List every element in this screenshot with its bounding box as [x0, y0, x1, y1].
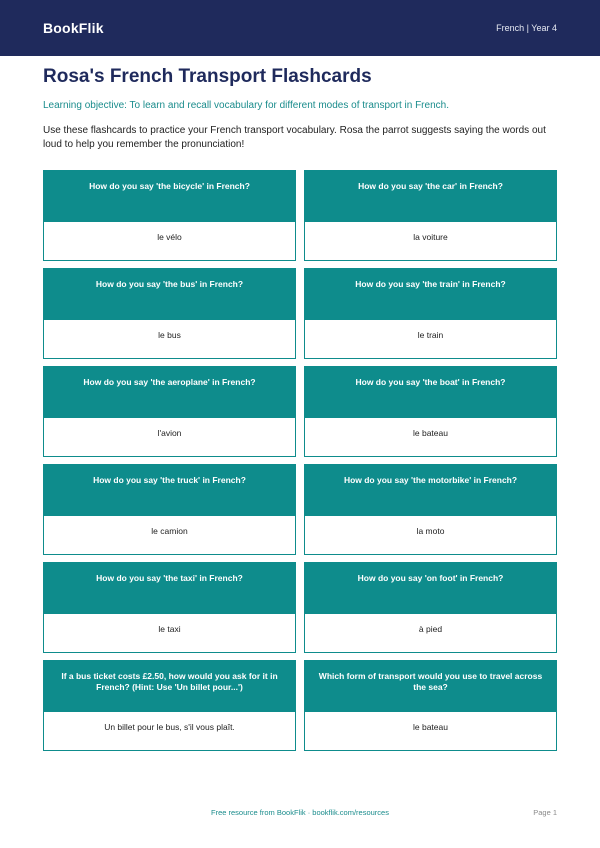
flashcard-question: How do you say 'the boat' in French? — [305, 367, 556, 417]
flashcard-grid — [43, 170, 557, 751]
flashcard-answer: le taxi — [44, 613, 295, 652]
flashcard[interactable] — [304, 366, 557, 457]
flashcard[interactable] — [304, 464, 557, 555]
flashcard-answer: la moto — [305, 515, 556, 554]
flashcard[interactable] — [304, 170, 557, 261]
flashcard-answer: le train — [305, 319, 556, 358]
flashcard-question: How do you say 'on foot' in French? — [305, 563, 556, 613]
flashcard[interactable] — [43, 464, 296, 555]
flashcard[interactable] — [43, 562, 296, 653]
flashcard[interactable] — [304, 268, 557, 359]
flashcard-answer: le camion — [44, 515, 295, 554]
flashcard-answer: Un billet pour le bus, s'il vous plaît. — [44, 711, 295, 750]
flashcard-question: How do you say 'the motorbike' in French? — [305, 465, 556, 515]
page-number: Page 1 — [533, 808, 557, 817]
footer-link[interactable]: Free resource from BookFlik · bookflik.com/resources — [211, 808, 389, 817]
flashcard-answer: le bus — [44, 319, 295, 358]
page-title: Rosa's French Transport Flashcards — [43, 66, 372, 87]
flashcard-question: If a bus ticket costs £2.50, how would you ask for it in French? (Hint: Use 'Un billet pour...') — [44, 661, 295, 711]
flashcard-answer: le vélo — [44, 221, 295, 260]
flashcard-question: How do you say 'the truck' in French? — [44, 465, 295, 515]
flashcard-question: How do you say 'the bicycle' in French? — [44, 171, 295, 221]
flashcard-answer: le bateau — [305, 417, 556, 456]
flashcard[interactable] — [304, 660, 557, 751]
flashcard-question: Which form of transport would you use to travel across the sea? — [305, 661, 556, 711]
flashcard-answer: à pied — [305, 613, 556, 652]
flashcard[interactable] — [43, 660, 296, 751]
header-bar — [0, 0, 600, 56]
flashcard[interactable] — [304, 562, 557, 653]
flashcard-answer: la voiture — [305, 221, 556, 260]
flashcard-question: How do you say 'the aeroplane' in French? — [44, 367, 295, 417]
flashcard[interactable] — [43, 366, 296, 457]
course-label: French | Year 4 — [496, 23, 557, 33]
flashcard-question: How do you say 'the bus' in French? — [44, 269, 295, 319]
flashcard[interactable] — [43, 268, 296, 359]
flashcard-answer: le bateau — [305, 711, 556, 750]
flashcard-answer: l'avion — [44, 417, 295, 456]
flashcard-question: How do you say 'the taxi' in French? — [44, 563, 295, 613]
intro-text: Use these flashcards to practice your French transport vocabulary. Rosa the parrot suggests saying the words out loud to help you remember the pronunciation! — [43, 125, 546, 150]
page-footer — [0, 808, 600, 820]
flashcard[interactable] — [43, 170, 296, 261]
learning-objective: Learning objective: To learn and recall vocabulary for different modes of transport in French. — [43, 100, 449, 111]
brand-logo[interactable]: BookFlik — [43, 20, 104, 36]
flashcard-question: How do you say 'the car' in French? — [305, 171, 556, 221]
flashcard-question: How do you say 'the train' in French? — [305, 269, 556, 319]
